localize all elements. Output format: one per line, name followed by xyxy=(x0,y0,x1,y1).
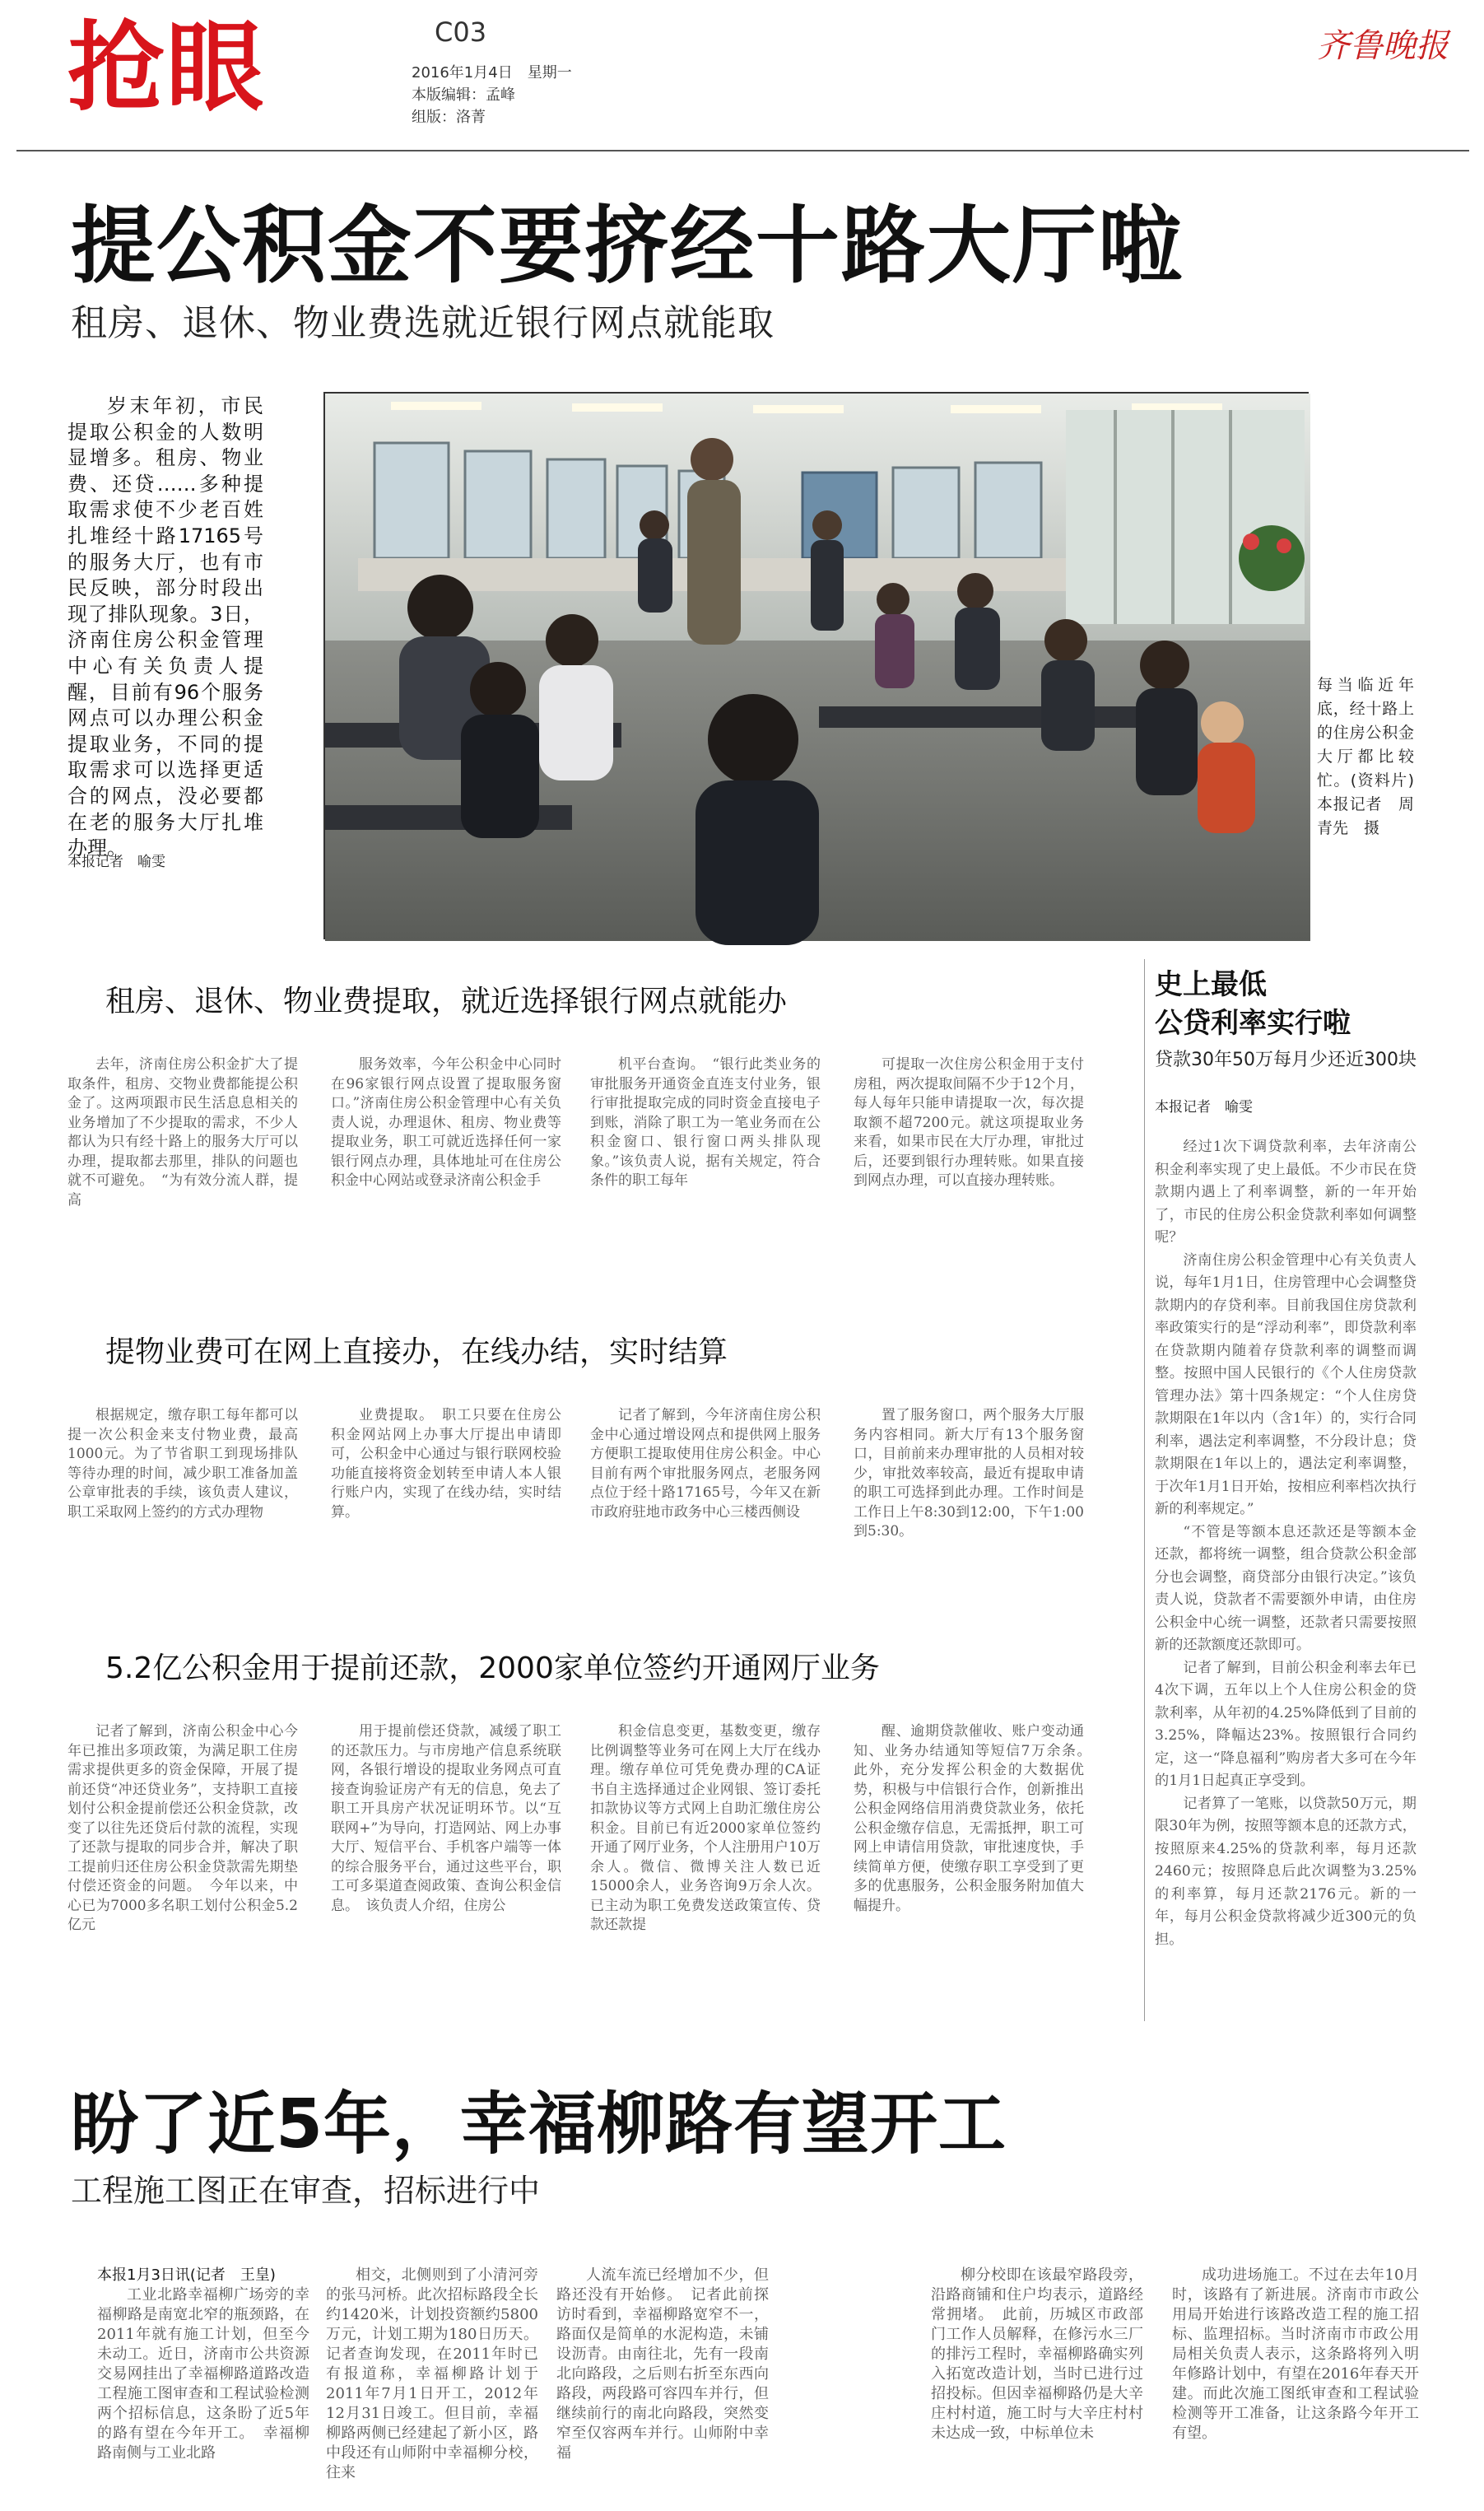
masthead-divider xyxy=(16,150,1469,151)
sidebar-paragraph: 记者了解到，目前公积金利率去年已4次下调，五年以上个人住房公积金的贷款利率，从年初的4.25%降低到了目前的3.25%，降幅达23%。按照银行合同约定，这一“降息福利”购房者大多可在今年的1月1日起真正享受到。 xyxy=(1155,1659,1417,1789)
lead-subhead: 租房、退休、物业费选就近银行网点就能取 xyxy=(71,302,775,344)
second-subhead: 工程施工图正在审查，招标进行中 xyxy=(71,2173,541,2209)
sidebar-paragraph: 经过1次下调贷款利率，去年济南公积金利率实现了史上最低。不少市民在贷款期内遇上了利率调整，新的一年开始了，市民的住房公积金贷款利率如何调整呢？ xyxy=(1155,1139,1417,1246)
section-heading-1: 租房、退休、物业费提取，就近选择银行网点就能办 xyxy=(105,985,788,1018)
section-3-col-2: 用于提前偿还贷款，减缓了职工的还款压力。与市房地产信息系统联网，各银行增设的提取业务网点可直接查询验证房产有无的信息，免去了职工开具房产状况证明环节。以“互联网+”为导向，打造网站、网上办事大厅、短信平台、手机客户端等一体的综合服务平台，通过这些平台，职工可多渠道查阅政策、查询公积金信息。 该负责人介绍，住房公 xyxy=(331,1723,561,1914)
photo-caption: 每当临近年底，经十路上的住房公积金大厅都比较忙。(资料片) 本报记者 周青先 摄 xyxy=(1317,676,1431,837)
sidebar-body xyxy=(1155,1136,1417,2001)
section-1-col-4: 可提取一次住房公积金用于支付房租，两次提取间隔不少于12个月，每人每年只能申请提取一次，每次提取额不超7200元。就这项提取业务来看，如果市民在大厅办理，审批过后，还要到银行办理转账。如果直接到网点办理，可以直接办理转账。 xyxy=(854,1056,1084,1189)
sidebar-title-line-2: 公贷利率实行啦 xyxy=(1155,1007,1351,1040)
section-3-col-3: 积金信息变更，基数变更，缴存比例调整等业务可在网上大厅在线办理。缴存单位可凭免费办理的CA证书自主选择通过企业网银、签订委托扣款协议等方式网上自助汇缴住房公积金。目前已有近2000家单位签约开通了网厅业务，个人注册用户10万余人。微信、微博关注人数已近15000余人，业务咨询9万余人次。已主动为职工免费发送政策宣传、贷款还款提 xyxy=(590,1723,821,1933)
newspaper-logo: 齐鲁晚报 xyxy=(1317,27,1449,65)
second-col-2 xyxy=(326,2266,538,2504)
issue-date: 2016年1月4日 星期一 xyxy=(412,64,572,82)
second-headline: 盼了近5年，幸福柳路有望开工 xyxy=(71,2085,1007,2164)
second-col-1 xyxy=(97,2266,309,2504)
section-1-col-1: 去年，济南住房公积金扩大了提取条件，租房、交物业费都能提公积金了。这两项跟市民生活息息相关的业务增加了不少提取的需求，不少人都认为只有经十路上的服务大厅可以办理，提取都去那里，排队的问题也就不可避免。 “为有效分流人群，提高 xyxy=(67,1056,298,1209)
lead-intro xyxy=(67,394,263,862)
second-col-4-text: 柳分校即在该最窄路段旁，沿路商铺和住户均表示，道路经常拥堵。 此前，历城区市政部门工作人员解释，在修污水三厂的排污工程时，幸福柳路确实列入拓宽改造计划，当时已进行过招投标。但因幸福柳路仍是大辛庄村村道，施工时与大辛庄村村未达成一致，中标单位未 xyxy=(931,2266,1143,2442)
issue-meta xyxy=(412,62,572,128)
second-col-5 xyxy=(1172,2266,1419,2504)
second-col-3-text: 人流车流已经增加不少，但路还没有开始修。 记者此前探访时看到，幸福柳路宽窄不一，路面仅是简单的水泥构造，未铺设沥青。由南往北，先有一段南北向路段，之后则右折至东西向路段，两段路可容四车并行，但继续前行的南北向路段，突然变窄至仅容两车并行。山师附中幸福 xyxy=(556,2266,769,2462)
second-col-3 xyxy=(556,2266,769,2504)
section-heading-2: 提物业费可在网上直接办，在线办结，实时结算 xyxy=(105,1335,728,1369)
sidebar-reporter: 本报记者 喻雯 xyxy=(1155,1099,1253,1116)
sidebar-paragraph: “不管是等额本息还款还是等额本金还款，都将统一调整，组合贷款公积金部分也会调整，商贷部分由银行决定。”该负责人说，贷款者不需要额外申请，由住房公积金中心统一调整，还款者只需要按照新的还款额度还款即可。 xyxy=(1155,1523,1417,1653)
section-3-col-1: 记者了解到，济南公积金中心今年已推出多项政策，为满足职工住房需求提供更多的资金保障，开展了提前还贷“冲还贷业务”，支持职工直接划付公积金提前偿还公积金贷款，改变了以往先还贷后付款的流程，实现了还款与提取的同步合并，解决了职工提前归还住房公积金贷款需先期垫付偿还资金的问题。 今年以来，中心已为7000多名职工划付公积金5.2亿元 xyxy=(67,1723,298,1933)
sidebar-paragraph: 记者算了一笔账，以贷款50万元，期限30年为例，按照等额本息的还款方式，按照原来4.25%的贷款利率，每月还款2460元；按照降息后此次调整为3.25%的利率算，每月还款2176元。新的一年，每月公积金贷款将减少近300元的负担。 xyxy=(1155,1795,1417,1948)
issue-editor: 本版编辑：孟峰 xyxy=(412,86,515,104)
lead-reporter: 本报记者 喻雯 xyxy=(67,854,165,870)
section-2-col-2: 业费提取。 职工只要在住房公积金网站网上办事大厅提出申请即可，公积金中心通过与银行联网校验功能直接将资金划转至申请人本人银行账户内，实现了在线办结，实时结算。 xyxy=(331,1407,561,1521)
crowd-illustration xyxy=(325,394,1310,941)
section-1-col-3: 机平台查询。 “银行此类业务的审批服务开通资金直连支付业务，银行审批提取完成的同时资金直接电子到账，消除了职工为一笔业务而在公积金窗口、银行窗口两头排队现象。”该负责人说，据有关规定，符合条件的职工每年 xyxy=(590,1056,821,1189)
page-number: C03 xyxy=(435,16,487,48)
lead-intro-text: 岁末年初，市民提取公积金的人数明显增多。租房、物业费、还贷……多种提取需求使不少老百姓扎堆经十路17165号的服务大厅，也有市民反映，部分时段出现了排队现象。3日，济南住房公积金管理中心有关负责人提醒，目前有96个服务网点可以办理公积金提取业务，不同的提取需求可以选择更适合的网点，没必要都在老的服务大厅扎堆办理。 xyxy=(67,394,263,860)
section-2-col-4: 置了服务窗口，两个服务大厅服务内容相同。新大厅有13个服务窗口，目前前来办理审批的人员相对较少，审批效率较高，最近有提取申请的职工可选择到此办理。工作时间是工作日上午8:30到12:00，下午1:00到5:30。 xyxy=(854,1407,1084,1540)
section-heading-3: 5.2亿公积金用于提前还款，2000家单位签约开通网厅业务 xyxy=(105,1651,880,1685)
section-3-col-4: 醒、逾期贷款催收、账户变动通知、业务办结通知等短信7万余条。 此外，充分发挥公积金的大数据优势，积极与中信银行合作，创新推出公积金网络信用消费贷款业务，依托公积金缴存信息，无需抵押，职工可网上申请信用贷款，审批速度快，手续简单方便，使缴存职工享受到了更多的优惠服务，公积金服务附加值大幅提升。 xyxy=(854,1723,1098,1914)
section-logo: 抢眼 xyxy=(67,11,266,124)
issue-designer: 组版：洛菁 xyxy=(412,109,486,126)
section-2-col-3: 记者了解到，今年济南住房公积金中心通过增设网点和提供网上服务方便职工提取使用住房公积金。中心目前有两个审批服务网点，老服务网点位于经十路17165号，今年又在新市政府驻地市政务中心三楼西侧设 xyxy=(590,1407,821,1521)
sidebar-title xyxy=(1155,966,1351,1043)
second-dateline: 本报1月3日讯(记者 王皇) xyxy=(97,2266,276,2284)
second-col-4 xyxy=(931,2266,1143,2504)
second-col-5-text: 成功进场施工。不过在去年10月时，该路有了新进展。济南市市政公用局开始进行该路改造工程的施工招标、监理招标。当时济南市市政公用局相关负责人表示，这条路将列入明年修路计划中，有望在2016年春天开建。而此次施工图纸审查和工程试验检测等开工准备，让这条路今年开工有望。 xyxy=(1172,2266,1419,2442)
sidebar-subhead: 贷款30年50万每月少还近300块 xyxy=(1155,1050,1417,1070)
lead-headline: 提公积金不要挤经十路大厅啦 xyxy=(71,198,1184,296)
section-2-col-1: 根据规定，缴存职工每年都可以提一次公积金来支付物业费，最高1000元。为了节省职工到现场排队等待办理的时间，减少职工准备加盖公章审批表的手续，该负责人建议，职工采取网上签约的方式办理物 xyxy=(67,1407,298,1521)
sidebar-paragraph: 济南住房公积金管理中心有关负责人说，每年1月1日，住房管理中心会调整贷款期内的存贷利率。目前我国住房贷款利率政策实行的是“浮动利率”，即贷款利率在贷款期内随着存贷款利率的调整而调整。按照中国人民银行的《个人住房贷款管理办法》第十四条规定：“个人住房贷款期限在1年以内（含1年）的，实行合同利率，遇法定利率调整，不分段计息；贷款期限在1年以上的，遇法定利率调整，于次年1月1日开始，按相应利率档次执行新的利率规定。” xyxy=(1155,1251,1417,1517)
second-col-2-text: 相交，北侧则到了小清河旁的张马河桥。此次招标路段全长约1420米，计划投资额约5800万元，计划工期为180日历天。记者查询发现，在2011年时已有报道称，幸福柳路计划于2011年7月1日开工，2012年12月31日竣工。但目前，幸福柳路两侧已经建起了新小区，路中段还有山师附中幸福柳分校，往来 xyxy=(326,2266,538,2481)
sidebar-title-line-1: 史上最低 xyxy=(1155,968,1267,1001)
second-col-1-text: 工业北路幸福柳广场旁的幸福柳路是南宽北窄的瓶颈路，在2011年就有施工计划，但至今未动工。近日，济南市公共资源交易网挂出了幸福柳路道路改造工程施工图审查和工程试验检测两个招标信息，这条盼了近5年的路有望在今年开工。 幸福柳路南侧与工业北路 xyxy=(97,2286,309,2462)
section-1-col-2: 服务效率，今年公积金中心同时在96家银行网点设置了提取服务窗口。”济南住房公积金管理中心有关负责人说，办理退休、租房、物业费等提取业务，职工可就近选择任何一家银行网点办理，具体地址可在住房公积金中心网站或登录济南公积金手 xyxy=(331,1056,561,1189)
service-hall-photo xyxy=(323,392,1309,939)
sidebar-divider xyxy=(1144,959,1145,2021)
